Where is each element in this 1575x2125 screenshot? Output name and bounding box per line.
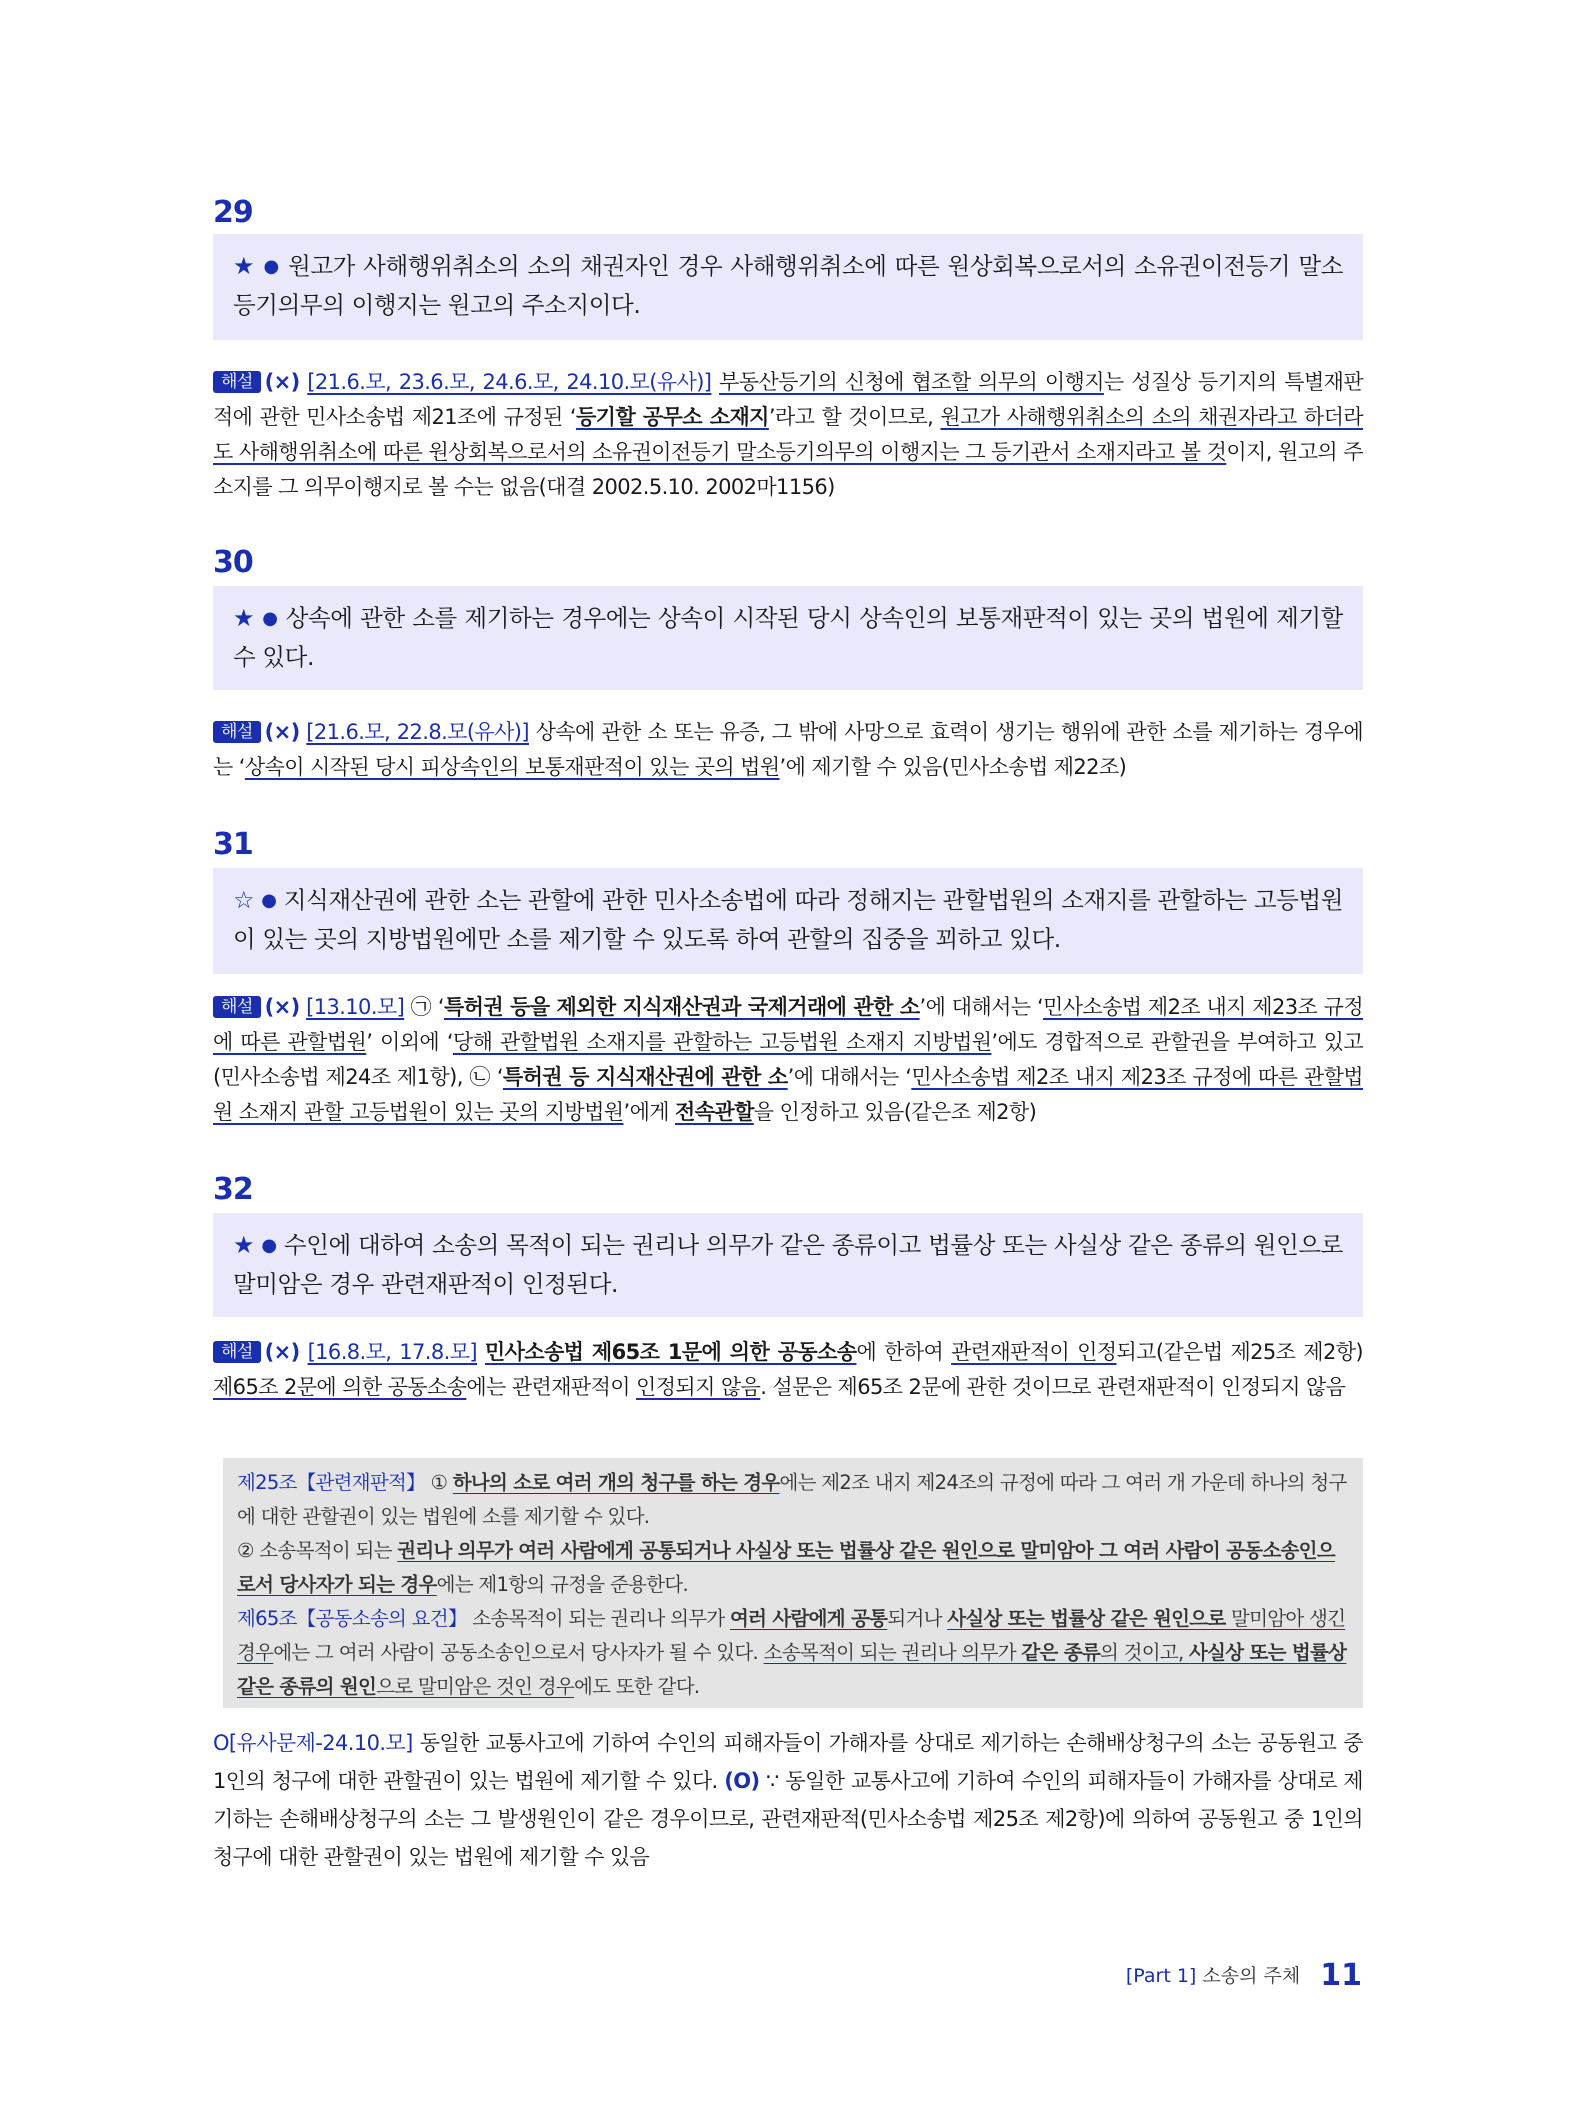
explanation-text: ‘ [437,995,444,1019]
statute-text: 되거나 [887,1607,948,1630]
bullet-icon: ● [261,1235,277,1256]
explanation-text: 에는 관련재판적이 [466,1375,637,1399]
circled-marker: ② [237,1539,254,1562]
statute-text: 소송목적이 되는 [259,1539,398,1562]
statute-text: 에도 또한 같다. [574,1675,700,1698]
statute-text: 권리나 의무가 여러 사람에게 공통되거나 사실상 또는 법률상 같은 원인으로 말미암아 그 여러 사람이 공동소송인으로서 당사자가 되는 경우 [237,1539,1335,1596]
statute-title: 제65조【공동소송의 요건】 [237,1607,467,1630]
page-footer [1125,1955,1362,1993]
question-number: 32 [213,1172,253,1207]
explanation-text: 민사소송법 제2조 내지 제23조 규정에 따른 관할법원 [213,995,1364,1054]
explanation-text: 특허권 등 지식재산권에 관한 소 [502,1065,788,1089]
explanation-text: 되고(같은법 제25조 제2항) [1116,1340,1363,1364]
explanation [213,1335,1363,1405]
footer-section: 소송의 주체 [1202,1965,1301,1987]
statute-text: 에는 제1항의 규정을 준용한다. [436,1573,688,1596]
similar-problem-text: ∵ 동일한 교통사고에 기하여 수인의 피해자들이 가해자를 상대로 제기하는 손해배상청구의 소는 그 발생원인이 같은 경우이므로, 관련재판적(민사소송법 제25조 제2항)에 의하여 공동원고 중 1인의 청구에 대한 관할권이 있는 법원에 제기할 수 있음 [213,1769,1363,1869]
statute-title: 제25조【관련재판적】 [237,1471,425,1494]
explanation-text: 상속이 시작된 당시 피상속인의 보통재판적이 있는 곳의 법원 [244,755,780,779]
statute-text: 에는 그 여러 사람이 공동소송인으로서 당사자가 될 수 있다. [273,1641,764,1664]
bullet-icon: ● [261,890,277,911]
answer-mark: (×) [264,995,300,1019]
explanation-text: ’라고 할 것이므로, [768,405,941,429]
statute-text: 여러 사람에게 공통 [730,1607,888,1630]
explanation-text: 부동산등기의 신청에 협조할 의무의 이행지 [719,370,1104,394]
explanation-text: . 설문은 제65조 2문에 관한 것이므로 관련재판적이 인정되지 않음 [760,1375,1346,1399]
explanation-text: ‘ [496,1065,503,1089]
explanation-text: 당해 관할법원 소재지를 관할하는 고등법원 소재지 지방법원 [452,1030,992,1054]
circled-marker: ① [430,1471,448,1494]
statute-text: 에는 제2조 내지 제24조의 규정에 따라 그 여러 개 가운데 하나의 청구에 대한 관할권이 있는 법원에 소를 제기할 수 있다. [237,1471,1347,1528]
question-statement: 상속에 관한 소를 제기하는 경우에는 상속이 시작된 당시 상속인의 보통재판적이 있는 곳의 법원에 제기할 수 있다. [233,604,1343,671]
bullet-icon: ● [263,256,280,277]
statute-text: 의 것이고, [1099,1641,1190,1664]
page-number: 11 [1320,1958,1362,1993]
explanation-text: 이지, 원고의 주소지를 그 의무이행지로 볼 수는 없음(대결 2002.5.10. 2002마1156) [213,440,1363,499]
circled-marker: ㉡ [469,1065,491,1089]
similar-problem [213,1724,1363,1876]
question-number: 29 [213,195,253,230]
exam-references: [16.8.모, 17.8.모] [307,1340,477,1364]
statute-text: 소송목적이 되는 권리나 의무가 [763,1641,1022,1664]
explanation-text: ’에게 [623,1100,676,1124]
exam-references: [13.10.모] [306,995,405,1019]
exam-references: [21.6.모, 22.8.모(유사)] [306,720,529,744]
star-icon: ★ [233,1231,255,1259]
explanation-text: 원고가 사해행위취소의 소의 채권자라고 하더라도 사해행위취소에 따른 원상회복으로서의 소유권이전등기 말소등기의무의 이행지는 그 등기관서 소재지라고 볼 것 [213,405,1363,464]
explanation-badge: 해설 [213,721,261,743]
question-statement-box [213,234,1363,340]
explanation-text: 민사소송법 제2조 내지 제23조 규정에 따른 관할법원 소재지 관할 고등법원이 있는 곳의 지방법원 [213,1065,1363,1124]
question-statement: 지식재산권에 관한 소는 관할에 관한 민사소송법에 따라 정해지는 관할법원의 소재지를 관할하는 고등법원이 있는 곳의 지방법원에만 소를 제기할 수 있도록 하여 관할의 집중을 꾀하고 있다. [233,886,1344,953]
statute-text: 같은 종류 [1021,1641,1100,1664]
question-statement-box [213,586,1363,690]
explanation-text: ’에 대해서는 ‘ [787,1065,912,1089]
question-statement-box [213,1213,1363,1317]
explanation-text: 는 성질상 등기지의 특별재판적에 관한 민사소송법 제21조에 규정된 ‘ [213,370,1364,429]
answer-mark: (×) [264,720,300,744]
explanation-text: 상속에 관한 소 또는 유증, 그 밖에 사망으로 효력이 생기는 행위에 관한 소를 제기하는 경우에는 ‘ [213,720,1363,779]
bullet-icon: ● [262,608,279,629]
explanation-text: ’에 제기할 수 있음(민사소송법 제22조) [779,755,1127,779]
explanation [213,365,1363,505]
explanation-badge: 해설 [213,996,261,1018]
explanation [213,990,1363,1130]
explanation [213,715,1363,785]
answer-mark: (O) [724,1769,760,1793]
statute-text: 으로 말미암은 것인 경우 [376,1675,575,1698]
footer-part: [Part 1] [1125,1965,1197,1987]
explanation-text: 전속관할 [675,1100,754,1124]
statute-text: 사실상 또는 법률상 같은 종류의 원인 [237,1641,1347,1698]
explanation-text: 에 한하여 [856,1340,952,1364]
explanation-badge: 해설 [213,371,261,393]
statute-text: 하나의 소로 여러 개의 청구를 하는 경우 [452,1471,780,1494]
answer-mark: (×) [264,370,300,394]
explanation-text: 관련재판적이 인정 [951,1340,1117,1364]
star-icon: ★ [233,252,256,280]
explanation-text: 을 인정하고 있음(같은조 제2항) [753,1100,1037,1124]
question-statement: 원고가 사해행위취소의 소의 채권자인 경우 사해행위취소에 따른 원상회복으로서의 소유권이전등기 말소등기의무의 이행지는 원고의 주소지이다. [233,252,1344,319]
question-number: 31 [213,827,253,862]
question-number: 30 [213,545,253,580]
exam-references: [21.6.모, 23.6.모, 24.6.모, 24.10.모(유사)] [307,370,712,394]
circled-marker: ㉠ [410,995,432,1019]
star-icon: ★ [233,604,255,632]
question-statement: 수인에 대하여 소송의 목적이 되는 권리나 의무가 같은 종류이고 법률상 또는 사실상 같은 종류의 원인으로 말미암은 경우 관련재판적이 인정된다. [233,1231,1343,1298]
explanation-text: 등기할 공무소 소재지 [575,405,769,429]
explanation-badge: 해설 [213,1341,261,1363]
statute-text: 소송목적이 되는 권리나 의무가 [472,1607,731,1630]
statute-text: 사실상 또는 법률상 같은 원인으로 [947,1607,1226,1630]
explanation-text: ’에도 경합적으로 관할권을 부여하고 있고(민사소송법 제24조 제1항), [213,1030,1364,1089]
star-icon: ☆ [233,886,255,914]
similar-problem-text: 동일한 교통사고에 기하여 수인의 피해자들이 가해자를 상대로 제기하는 손해배상청구의 소는 공동원고 중 1인의 청구에 대한 관할권이 있는 법원에 제기할 수 있다. [213,1731,1363,1793]
statute-text: 말미암아 생긴 경우 [237,1607,1346,1664]
similar-problem-tag: O[유사문제-24.10.모] [213,1731,413,1755]
explanation-text: ’에 대해서는 ‘ [919,995,1044,1019]
explanation-text: 제65조 2문에 의한 공동소송 [213,1375,467,1399]
explanation-text: 인정되지 않음 [636,1375,761,1399]
explanation-text: 특허권 등을 제외한 지식재산권과 국제거래에 관한 소 [443,995,920,1019]
statute-box [223,1458,1363,1708]
question-statement-box [213,868,1363,974]
explanation-text: 민사소송법 제65조 1문에 의한 공동소송 [484,1340,857,1364]
explanation-text: ’ 이외에 ‘ [366,1030,453,1054]
answer-mark: (×) [264,1340,300,1364]
